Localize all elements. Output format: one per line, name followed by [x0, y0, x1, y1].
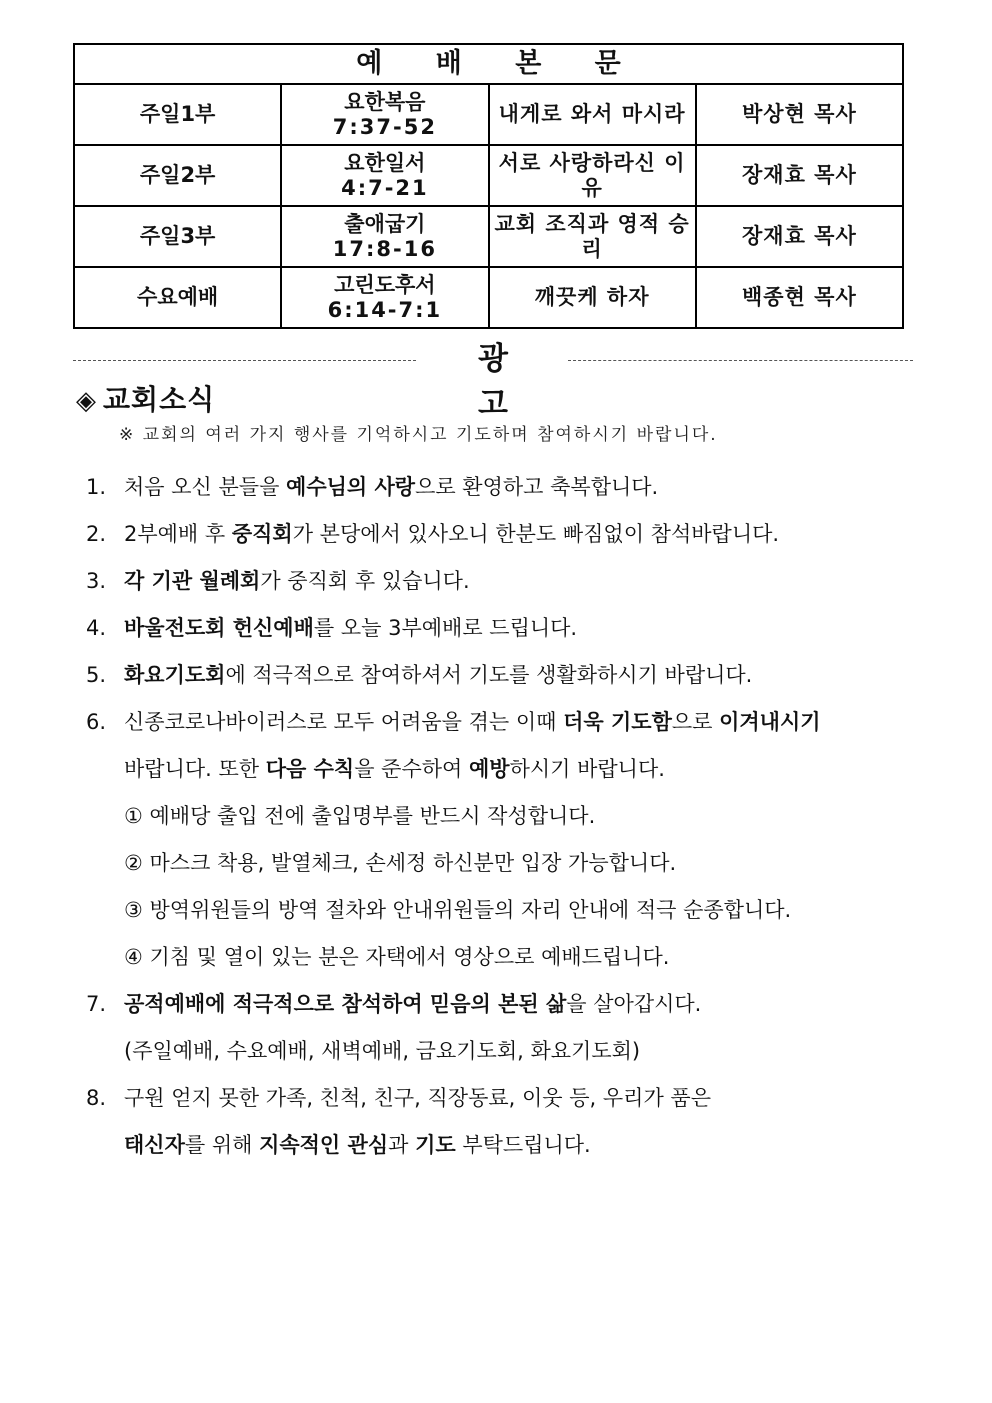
- item-emphasis: 공적예배에 적극적으로 참석하여 믿음의 본된 삶: [124, 992, 567, 1016]
- item-text: 으로 환영하고 축복합니다.: [415, 475, 659, 499]
- dashed-divider-right: [568, 360, 913, 361]
- item-emphasis: 예방: [469, 757, 510, 781]
- item-text: 으로: [671, 710, 720, 734]
- item-emphasis: 각 기관 월례회: [124, 569, 261, 593]
- sermon-title: 깨끗케 하자: [489, 267, 696, 328]
- list-item: [86, 1081, 946, 1128]
- item-emphasis: 바울전도회 헌신예배: [124, 616, 314, 640]
- notice-list: [86, 470, 946, 1175]
- table-row: [74, 84, 903, 145]
- list-item: [86, 564, 946, 611]
- sermon-title: 서로 사랑하라신 이유: [489, 145, 696, 206]
- list-item-continuation: [86, 1128, 946, 1175]
- item-emphasis: 화요기도회: [124, 663, 226, 687]
- list-item-continuation: [86, 752, 946, 799]
- list-item: [86, 987, 946, 1034]
- item-text: 하시기 바랍니다.: [509, 757, 665, 781]
- scripture-book: 요한복음: [344, 90, 426, 115]
- list-item: [86, 658, 946, 705]
- item-number: 8.: [86, 1086, 107, 1110]
- item-text: 를 위해: [184, 1133, 260, 1157]
- sermon-title: 내게로 와서 마시라: [489, 84, 696, 145]
- service-name: 주일3부: [74, 206, 281, 267]
- item-text: 을 살아갑시다.: [566, 992, 702, 1016]
- item-text: 2부예배 후: [124, 522, 232, 546]
- item-emphasis: 더욱 기도함: [563, 710, 672, 734]
- table-row: [74, 145, 903, 206]
- list-item: [86, 517, 946, 564]
- scripture-verse: 7:37-52: [332, 114, 437, 139]
- item-emphasis: 중직회: [231, 522, 293, 546]
- item-number: 6.: [86, 710, 107, 734]
- scripture-book: 고린도후서: [334, 273, 436, 298]
- list-item: [86, 705, 946, 752]
- item-text: 바랍니다. 또한: [124, 757, 266, 781]
- church-news-note: ※ 교회의 여러 가지 행사를 기억하시고 기도하며 참여하시기 바랍니다.: [119, 425, 718, 445]
- list-item-continuation: (주일예배, 수요예배, 새벽예배, 금요기도회, 화요기도회): [124, 1039, 641, 1063]
- item-emphasis: 기도: [415, 1133, 456, 1157]
- sermon-title: 교회 조직과 영적 승리: [489, 206, 696, 267]
- item-number: 1.: [86, 475, 107, 499]
- table-title: 예 배 본 문: [74, 44, 903, 84]
- item-emphasis: 지속적인 관심: [259, 1133, 389, 1157]
- church-news-heading: [76, 378, 215, 418]
- item-emphasis: 다음 수칙: [265, 757, 355, 781]
- scripture-verse: 6:14-7:1: [327, 297, 443, 322]
- worship-scripture-table: [73, 43, 904, 329]
- sub-item: ④ 기침 및 열이 있는 분은 자택에서 영상으로 예배드립니다.: [124, 945, 670, 969]
- scripture-verse: 17:8-16: [332, 236, 437, 261]
- item-text: 구원 얻지 못한 가족, 친척, 친구, 직장동료, 이웃 등, 우리가 품은: [124, 1086, 711, 1110]
- list-item: [86, 611, 946, 658]
- item-number: 5.: [86, 663, 107, 687]
- pastor-name: 장재효 목사: [696, 206, 903, 267]
- announcements-title: 광 고: [478, 341, 542, 422]
- sub-item: ① 예배당 출입 전에 출입명부를 반드시 작성합니다.: [124, 804, 596, 828]
- table-row: [74, 267, 903, 328]
- scripture-reference: [281, 267, 488, 328]
- scripture-book: 출애굽기: [344, 212, 426, 237]
- item-text: 에 적극적으로 참여하셔서 기도를 생활화하시기 바랍니다.: [225, 663, 753, 687]
- scripture-reference: [281, 145, 488, 206]
- item-text: 부탁드립니다.: [455, 1133, 591, 1157]
- scripture-book: 요한일서: [344, 151, 426, 176]
- dashed-divider-left: [73, 360, 416, 361]
- item-number: 7.: [86, 992, 107, 1016]
- item-number: 3.: [86, 569, 107, 593]
- list-item: [86, 470, 946, 517]
- item-text: 을 준수하여: [354, 757, 469, 781]
- item-text: 가 중직회 후 있습니다.: [260, 569, 470, 593]
- item-number: 2.: [86, 522, 107, 546]
- scripture-reference: [281, 206, 488, 267]
- pastor-name: 박상현 목사: [696, 84, 903, 145]
- item-emphasis: 이겨내시기: [719, 710, 821, 734]
- pastor-name: 백종현 목사: [696, 267, 903, 328]
- item-text: 처음 오신 분들을: [124, 475, 287, 499]
- item-text: 가 본당에서 있사오니 한분도 빠짐없이 참석바랍니다.: [292, 522, 780, 546]
- item-text: 과: [388, 1133, 416, 1157]
- sub-item: ② 마스크 착용, 발열체크, 손세정 하신분만 입장 가능합니다.: [124, 851, 677, 875]
- item-emphasis: 예수님의 사랑: [286, 475, 416, 499]
- sub-item: ③ 방역위원들의 방역 절차와 안내위원들의 자리 안내에 적극 순종합니다.: [124, 898, 792, 922]
- service-name: 주일2부: [74, 145, 281, 206]
- service-name: 수요예배: [74, 267, 281, 328]
- item-text: 신종코로나바이러스로 모두 어려움을 겪는 이때: [124, 710, 564, 734]
- service-name: 주일1부: [74, 84, 281, 145]
- table-row: [74, 206, 903, 267]
- church-news-title: 교회소식: [103, 383, 216, 416]
- scripture-reference: [281, 84, 488, 145]
- pastor-name: 장재효 목사: [696, 145, 903, 206]
- item-text: 를 오늘 3부예배로 드립니다.: [313, 616, 578, 640]
- item-emphasis: 태신자: [124, 1133, 185, 1157]
- item-number: 4.: [86, 616, 107, 640]
- table-title-row: [74, 44, 903, 84]
- scripture-verse: 4:7-21: [341, 175, 429, 200]
- diamond-bullet-icon: ◈: [76, 386, 97, 416]
